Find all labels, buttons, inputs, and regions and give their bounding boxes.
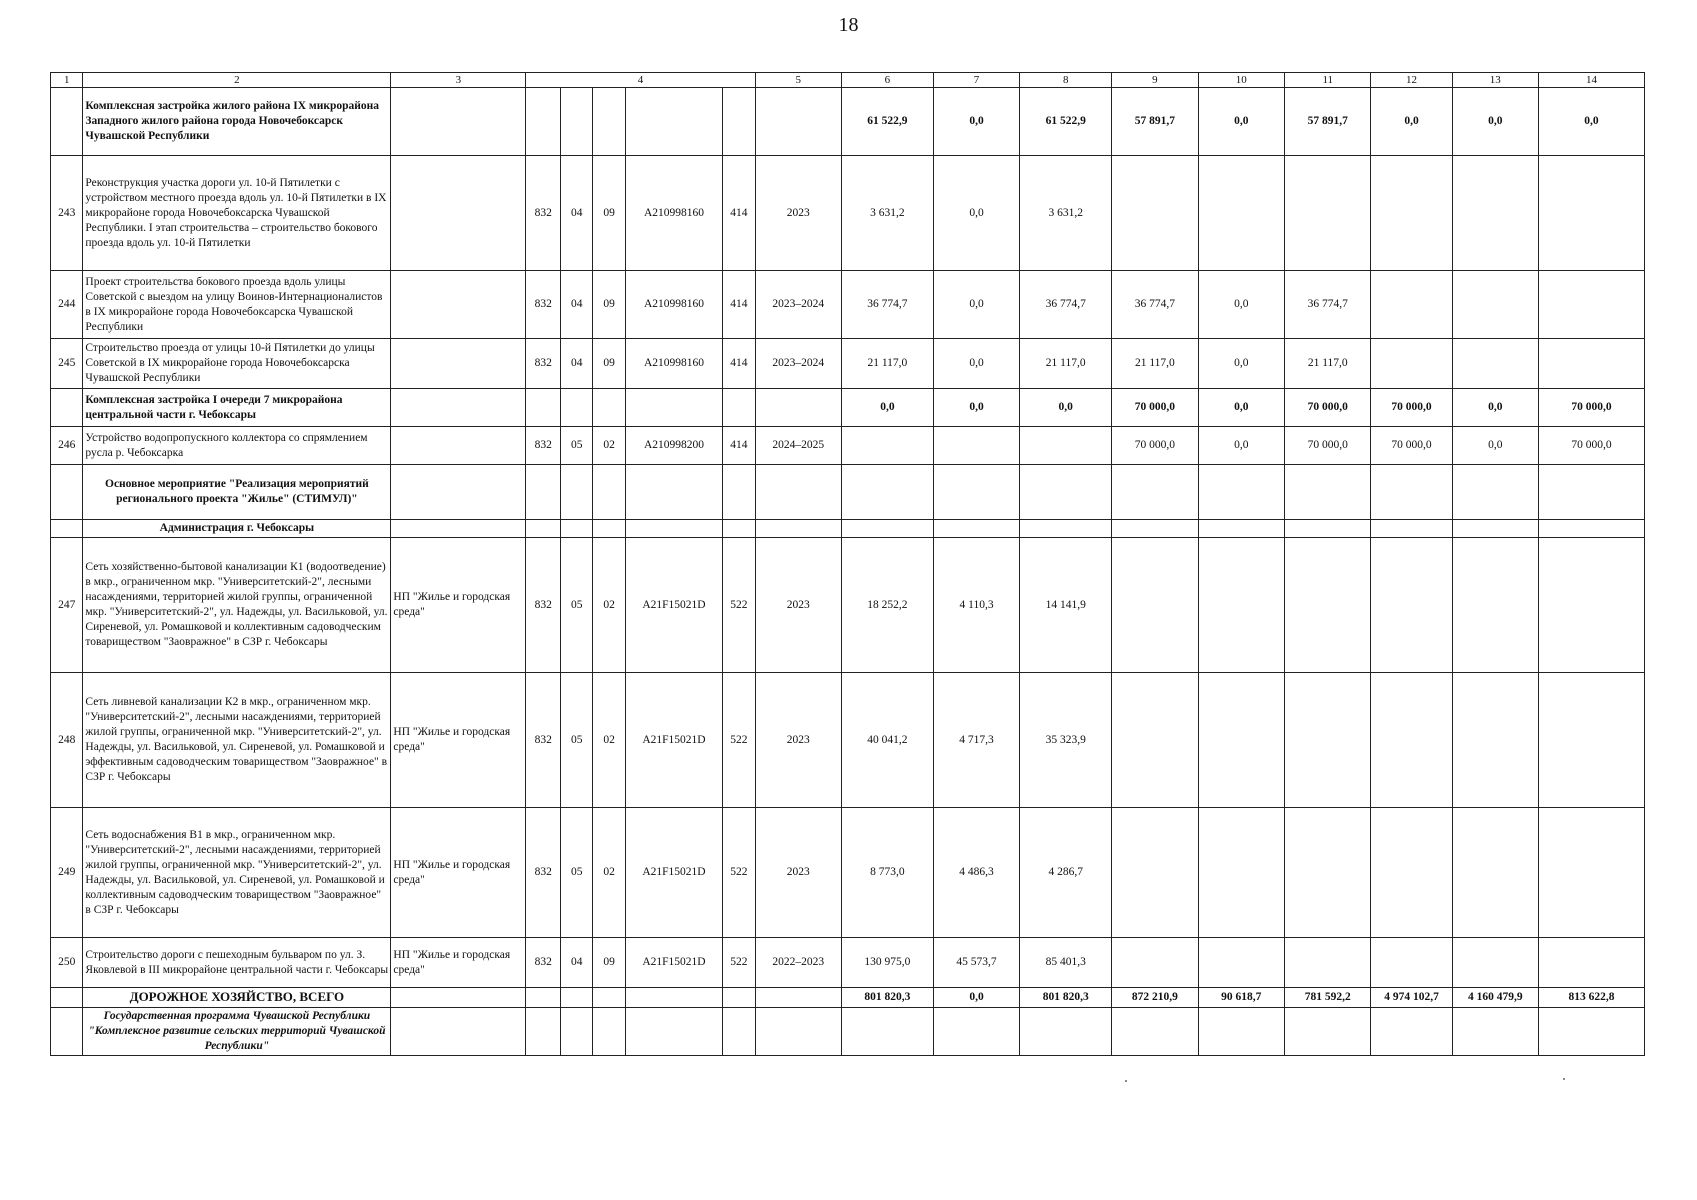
table-row	[51, 673, 1645, 808]
col-header: 8	[1020, 73, 1112, 88]
amount-cell	[1452, 938, 1538, 988]
row-period: 2023–2024	[755, 339, 841, 389]
row-number: 243	[51, 156, 83, 271]
row-period: 2024–2025	[755, 427, 841, 465]
budget-code-cell	[625, 520, 722, 538]
amount-cell	[1452, 520, 1538, 538]
group-title: Комплексная застройка I очереди 7 микрорайона центральной части г. Чебоксары	[83, 389, 391, 427]
table-row	[51, 538, 1645, 673]
row-period	[755, 88, 841, 156]
amount-cell	[1371, 271, 1452, 339]
amount-cell	[1371, 938, 1452, 988]
amount-cell: 70 000,0	[1538, 389, 1644, 427]
budget-code-cell: A21F15021D	[625, 808, 722, 938]
amount-cell: 4 974 102,7	[1371, 988, 1452, 1008]
amount-cell	[1452, 808, 1538, 938]
amount-cell	[1285, 538, 1371, 673]
amount-cell: 0,0	[1198, 271, 1284, 339]
amount-cell	[1452, 156, 1538, 271]
budget-code-cell: 09	[593, 339, 625, 389]
amount-cell	[1285, 938, 1371, 988]
budget-code-cell: 414	[723, 271, 755, 339]
amount-cell: 0,0	[1020, 389, 1112, 427]
budget-code-cell: 05	[561, 538, 593, 673]
budget-code-cell: 02	[593, 673, 625, 808]
amount-cell: 21 117,0	[1112, 339, 1198, 389]
amount-cell: 0,0	[841, 389, 933, 427]
row-period: 2023	[755, 156, 841, 271]
total-row	[51, 988, 1645, 1008]
amount-cell	[1198, 465, 1284, 520]
amount-cell: 0,0	[1198, 427, 1284, 465]
budget-code-cell: 05	[561, 673, 593, 808]
section-row	[51, 520, 1645, 538]
col-header: 14	[1538, 73, 1644, 88]
budget-code-cell: 832	[526, 339, 561, 389]
amount-cell	[1452, 271, 1538, 339]
budget-code-cell: 02	[593, 808, 625, 938]
amount-cell: 0,0	[933, 88, 1019, 156]
col-header: 7	[933, 73, 1019, 88]
budget-code-cell: 09	[593, 156, 625, 271]
col-header: 10	[1198, 73, 1284, 88]
program-row	[51, 1008, 1645, 1056]
amount-cell: 0,0	[933, 156, 1019, 271]
amount-cell	[1112, 673, 1198, 808]
budget-code-cell: 832	[526, 938, 561, 988]
row-period: 2023–2024	[755, 271, 841, 339]
amount-cell: 0,0	[933, 339, 1019, 389]
amount-cell: 0,0	[1371, 88, 1452, 156]
row-number	[51, 389, 83, 427]
table-row	[51, 938, 1645, 988]
amount-cell	[1020, 465, 1112, 520]
amount-cell	[841, 520, 933, 538]
budget-code-cell	[723, 1008, 755, 1056]
amount-cell	[1020, 520, 1112, 538]
amount-cell	[1285, 520, 1371, 538]
amount-cell	[1452, 465, 1538, 520]
col-header: 12	[1371, 73, 1452, 88]
row-number: 246	[51, 427, 83, 465]
budget-code-cell	[723, 88, 755, 156]
amount-cell	[841, 465, 933, 520]
amount-cell: 21 117,0	[1285, 339, 1371, 389]
budget-code-cell	[526, 389, 561, 427]
amount-cell	[1371, 538, 1452, 673]
amount-cell: 70 000,0	[1285, 427, 1371, 465]
amount-cell: 57 891,7	[1112, 88, 1198, 156]
amount-cell	[1371, 156, 1452, 271]
amount-cell	[1112, 538, 1198, 673]
group-title: Комплексная застройка жилого района IX микрорайона Западного жилого района города Новочебоксарск Чувашской Республики	[83, 88, 391, 156]
amount-cell	[933, 1008, 1019, 1056]
budget-code-cell	[723, 520, 755, 538]
row-period	[755, 465, 841, 520]
budget-code-cell: 832	[526, 271, 561, 339]
amount-cell	[1198, 520, 1284, 538]
amount-cell: 70 000,0	[1371, 427, 1452, 465]
row-description: Сеть хозяйственно-бытовой канализации К1 (водоотведение) в мкр., ограниченном мкр. "Университетский-2", лесными насаждениями, территорией жилой группы, ограниченной мкр. "Университетский-2", ул. Надежды, ул. Васильковой, ул. Сиреневой, ул. Ромашковой и коллективным садоводческим товариществом "Заовражное" в СЗР г. Чебоксары	[83, 538, 391, 673]
amount-cell: 70 000,0	[1112, 427, 1198, 465]
budget-code-cell: 832	[526, 673, 561, 808]
amount-cell: 3 631,2	[841, 156, 933, 271]
row-organization	[391, 988, 526, 1008]
amount-cell: 4 110,3	[933, 538, 1019, 673]
table-row	[51, 271, 1645, 339]
amount-cell: 61 522,9	[841, 88, 933, 156]
row-organization	[391, 1008, 526, 1056]
budget-code-cell	[593, 389, 625, 427]
budget-code-cell	[526, 88, 561, 156]
budget-code-cell	[593, 988, 625, 1008]
amount-cell: 70 000,0	[1538, 427, 1644, 465]
amount-cell	[1020, 1008, 1112, 1056]
amount-cell	[1285, 156, 1371, 271]
amount-cell	[1371, 1008, 1452, 1056]
amount-cell: 801 820,3	[841, 988, 933, 1008]
budget-code-cell: 832	[526, 538, 561, 673]
budget-code-cell: 09	[593, 271, 625, 339]
table-row	[51, 427, 1645, 465]
amount-cell	[1371, 339, 1452, 389]
amount-cell	[1020, 427, 1112, 465]
budget-code-cell	[723, 988, 755, 1008]
budget-code-cell: A210998200	[625, 427, 722, 465]
amount-cell: 0,0	[933, 389, 1019, 427]
total-label: ДОРОЖНОЕ ХОЗЯЙСТВО, ВСЕГО	[83, 988, 391, 1008]
budget-code-cell: 522	[723, 808, 755, 938]
amount-cell: 0,0	[1452, 427, 1538, 465]
amount-cell: 4 717,3	[933, 673, 1019, 808]
row-description: Строительство дороги с пешеходным бульваром по ул. З. Яковлевой в III микрорайоне центральной части г. Чебоксары	[83, 938, 391, 988]
row-number: 249	[51, 808, 83, 938]
column-number-row	[51, 73, 1645, 88]
amount-cell: 21 117,0	[841, 339, 933, 389]
budget-code-cell: 04	[561, 271, 593, 339]
amount-cell	[1371, 673, 1452, 808]
amount-cell	[1538, 520, 1644, 538]
row-description: Сеть водоснабжения В1 в мкр., ограниченном мкр. "Университетский-2", лесными насаждениями, территорией жилой группы, ограниченной мкр. "Университетский-2", ул. Надежды, ул. Васильковой, ул. Сиреневой, ул. Ромашковой и коллективным садоводческим товариществом "Заовражное" в СЗР г. Чебоксары	[83, 808, 391, 938]
amount-cell: 36 774,7	[841, 271, 933, 339]
amount-cell	[933, 465, 1019, 520]
amount-cell: 35 323,9	[1020, 673, 1112, 808]
amount-cell: 0,0	[1198, 339, 1284, 389]
row-description: Устройство водопропускного коллектора со спрямлением русла р. Чебоксарка	[83, 427, 391, 465]
amount-cell	[1112, 465, 1198, 520]
amount-cell	[1112, 1008, 1198, 1056]
budget-code-cell	[723, 389, 755, 427]
budget-code-cell	[593, 88, 625, 156]
budget-code-cell	[526, 520, 561, 538]
budget-code-cell	[625, 988, 722, 1008]
amount-cell: 36 774,7	[1285, 271, 1371, 339]
row-number	[51, 1008, 83, 1056]
amount-cell	[841, 427, 933, 465]
amount-cell: 0,0	[1198, 88, 1284, 156]
amount-cell: 21 117,0	[1020, 339, 1112, 389]
budget-code-cell	[593, 465, 625, 520]
group-row	[51, 389, 1645, 427]
amount-cell: 36 774,7	[1112, 271, 1198, 339]
row-organization	[391, 88, 526, 156]
amount-cell	[1538, 538, 1644, 673]
amount-cell	[933, 427, 1019, 465]
section-title: Администрация г. Чебоксары	[83, 520, 391, 538]
budget-code-cell: 832	[526, 808, 561, 938]
row-number	[51, 88, 83, 156]
program-title: Государственная программа Чувашской Республики "Комплексное развитие сельских территорий Чувашской Республики"	[83, 1008, 391, 1056]
row-period: 2023	[755, 673, 841, 808]
row-organization: НП "Жилье и городская среда"	[391, 673, 526, 808]
amount-cell: 4 286,7	[1020, 808, 1112, 938]
amount-cell	[1198, 938, 1284, 988]
section-title: Основное мероприятие "Реализация мероприятий регионального проекта "Жилье" (СТИМУЛ)"	[83, 465, 391, 520]
row-organization	[391, 465, 526, 520]
row-period: 2022–2023	[755, 938, 841, 988]
row-number	[51, 465, 83, 520]
amount-cell	[1538, 673, 1644, 808]
col-header: 13	[1452, 73, 1538, 88]
row-period	[755, 988, 841, 1008]
scan-speck	[1563, 1078, 1565, 1080]
amount-cell: 4 160 479,9	[1452, 988, 1538, 1008]
table-row	[51, 339, 1645, 389]
budget-code-cell: 414	[723, 427, 755, 465]
row-period	[755, 520, 841, 538]
amount-cell: 70 000,0	[1285, 389, 1371, 427]
col-header: 6	[841, 73, 933, 88]
row-description: Проект строительства бокового проезда вдоль улицы Советской с выездом на улицу Воинов-Интернационалистов в IX микрорайоне города Новочебоксарска Чувашской Республики	[83, 271, 391, 339]
page-number: 18	[838, 14, 859, 36]
amount-cell	[1538, 938, 1644, 988]
amount-cell	[1538, 339, 1644, 389]
budget-code-cell: 05	[561, 808, 593, 938]
col-header: 4	[526, 73, 755, 88]
amount-cell	[1538, 465, 1644, 520]
budget-code-cell: 832	[526, 427, 561, 465]
row-number	[51, 520, 83, 538]
budget-code-cell: 05	[561, 427, 593, 465]
amount-cell: 45 573,7	[933, 938, 1019, 988]
budget-code-cell	[625, 389, 722, 427]
amount-cell: 3 631,2	[1020, 156, 1112, 271]
budget-code-cell: A21F15021D	[625, 938, 722, 988]
col-header: 11	[1285, 73, 1371, 88]
amount-cell	[1538, 1008, 1644, 1056]
budget-code-cell: 522	[723, 673, 755, 808]
budget-code-cell: 09	[593, 938, 625, 988]
budget-table	[50, 72, 1645, 1056]
budget-code-cell	[561, 389, 593, 427]
amount-cell	[1198, 156, 1284, 271]
scan-speck	[1125, 1080, 1127, 1082]
amount-cell	[1538, 271, 1644, 339]
row-period	[755, 389, 841, 427]
amount-cell: 801 820,3	[1020, 988, 1112, 1008]
row-number: 247	[51, 538, 83, 673]
row-organization	[391, 389, 526, 427]
amount-cell	[1371, 808, 1452, 938]
budget-code-cell	[526, 988, 561, 1008]
row-description: Реконструкция участка дороги ул. 10-й Пятилетки с устройством местного проезда вдоль ул. 10-й Пятилетки в IX микрорайоне города Новочебоксарска Чувашской Республики. I этап строительства – строительство бокового проезда вдоль ул. 10-й Пятилетки	[83, 156, 391, 271]
budget-code-cell	[625, 465, 722, 520]
amount-cell	[841, 1008, 933, 1056]
amount-cell	[1371, 465, 1452, 520]
row-description: Сеть ливневой канализации К2 в мкр., ограниченном мкр. "Университетский-2", лесными насаждениями, территорией жилой группы, ограниченной мкр. "Университетский-2", ул. Надежды, ул. Васильковой, ул. Сиреневой, ул. Ромашковой и эффективным садоводческим товариществом "Заовражное" в СЗР г. Чебоксары	[83, 673, 391, 808]
row-period	[755, 1008, 841, 1056]
row-period: 2023	[755, 808, 841, 938]
row-description: Строительство проезда от улицы 10-й Пятилетки до улицы Советской в IX микрорайоне города Новочебоксарска Чувашской Республики	[83, 339, 391, 389]
row-number: 245	[51, 339, 83, 389]
amount-cell: 0,0	[1452, 389, 1538, 427]
budget-code-cell	[593, 1008, 625, 1056]
amount-cell	[1452, 673, 1538, 808]
budget-code-cell	[625, 88, 722, 156]
amount-cell: 0,0	[1452, 88, 1538, 156]
budget-code-cell: A210998160	[625, 339, 722, 389]
amount-cell: 8 773,0	[841, 808, 933, 938]
amount-cell	[1112, 808, 1198, 938]
amount-cell	[1285, 1008, 1371, 1056]
group-row	[51, 88, 1645, 156]
amount-cell: 90 618,7	[1198, 988, 1284, 1008]
amount-cell	[1285, 465, 1371, 520]
row-number	[51, 988, 83, 1008]
amount-cell	[1452, 538, 1538, 673]
budget-code-cell: 414	[723, 339, 755, 389]
amount-cell	[1285, 808, 1371, 938]
col-header: 9	[1112, 73, 1198, 88]
amount-cell: 872 210,9	[1112, 988, 1198, 1008]
budget-code-cell: A21F15021D	[625, 538, 722, 673]
amount-cell	[1285, 673, 1371, 808]
row-number: 250	[51, 938, 83, 988]
amount-cell	[1371, 520, 1452, 538]
budget-code-cell: A210998160	[625, 271, 722, 339]
budget-code-cell	[593, 520, 625, 538]
amount-cell: 36 774,7	[1020, 271, 1112, 339]
budget-code-cell: 522	[723, 538, 755, 673]
amount-cell: 70 000,0	[1371, 389, 1452, 427]
amount-cell: 85 401,3	[1020, 938, 1112, 988]
amount-cell	[1112, 156, 1198, 271]
amount-cell: 781 592,2	[1285, 988, 1371, 1008]
row-organization: НП "Жилье и городская среда"	[391, 938, 526, 988]
amount-cell: 14 141,9	[1020, 538, 1112, 673]
amount-cell: 0,0	[933, 988, 1019, 1008]
section-row	[51, 465, 1645, 520]
budget-code-cell: 04	[561, 156, 593, 271]
col-header: 3	[391, 73, 526, 88]
budget-code-cell	[561, 465, 593, 520]
budget-code-cell	[625, 1008, 722, 1056]
amount-cell: 813 622,8	[1538, 988, 1644, 1008]
budget-code-cell: 02	[593, 538, 625, 673]
budget-code-cell	[561, 1008, 593, 1056]
amount-cell	[1198, 673, 1284, 808]
amount-cell	[1538, 808, 1644, 938]
amount-cell: 130 975,0	[841, 938, 933, 988]
amount-cell: 70 000,0	[1112, 389, 1198, 427]
amount-cell: 18 252,2	[841, 538, 933, 673]
row-organization	[391, 520, 526, 538]
amount-cell: 0,0	[933, 271, 1019, 339]
budget-code-cell	[526, 465, 561, 520]
amount-cell: 0,0	[1198, 389, 1284, 427]
budget-code-cell: 832	[526, 156, 561, 271]
budget-code-cell	[561, 88, 593, 156]
budget-code-cell: A210998160	[625, 156, 722, 271]
amount-cell	[1538, 156, 1644, 271]
amount-cell	[1198, 538, 1284, 673]
budget-code-cell	[526, 1008, 561, 1056]
budget-code-cell	[723, 465, 755, 520]
row-organization	[391, 427, 526, 465]
budget-code-cell: A21F15021D	[625, 673, 722, 808]
table-row	[51, 808, 1645, 938]
amount-cell	[933, 520, 1019, 538]
col-header: 1	[51, 73, 83, 88]
table-row	[51, 156, 1645, 271]
amount-cell: 57 891,7	[1285, 88, 1371, 156]
row-organization: НП "Жилье и городская среда"	[391, 808, 526, 938]
budget-code-cell: 02	[593, 427, 625, 465]
row-organization: НП "Жилье и городская среда"	[391, 538, 526, 673]
row-number: 248	[51, 673, 83, 808]
amount-cell	[1112, 938, 1198, 988]
amount-cell: 4 486,3	[933, 808, 1019, 938]
budget-code-cell: 04	[561, 339, 593, 389]
budget-code-cell	[561, 520, 593, 538]
amount-cell: 40 041,2	[841, 673, 933, 808]
col-header: 2	[83, 73, 391, 88]
amount-cell: 61 522,9	[1020, 88, 1112, 156]
row-organization	[391, 339, 526, 389]
row-period: 2023	[755, 538, 841, 673]
amount-cell	[1452, 339, 1538, 389]
row-number: 244	[51, 271, 83, 339]
amount-cell: 0,0	[1538, 88, 1644, 156]
budget-code-cell: 414	[723, 156, 755, 271]
amount-cell	[1452, 1008, 1538, 1056]
budget-code-cell: 522	[723, 938, 755, 988]
amount-cell	[1198, 1008, 1284, 1056]
budget-code-cell	[561, 988, 593, 1008]
budget-code-cell: 04	[561, 938, 593, 988]
amount-cell	[1198, 808, 1284, 938]
amount-cell	[1112, 520, 1198, 538]
row-organization	[391, 271, 526, 339]
row-organization	[391, 156, 526, 271]
col-header: 5	[755, 73, 841, 88]
